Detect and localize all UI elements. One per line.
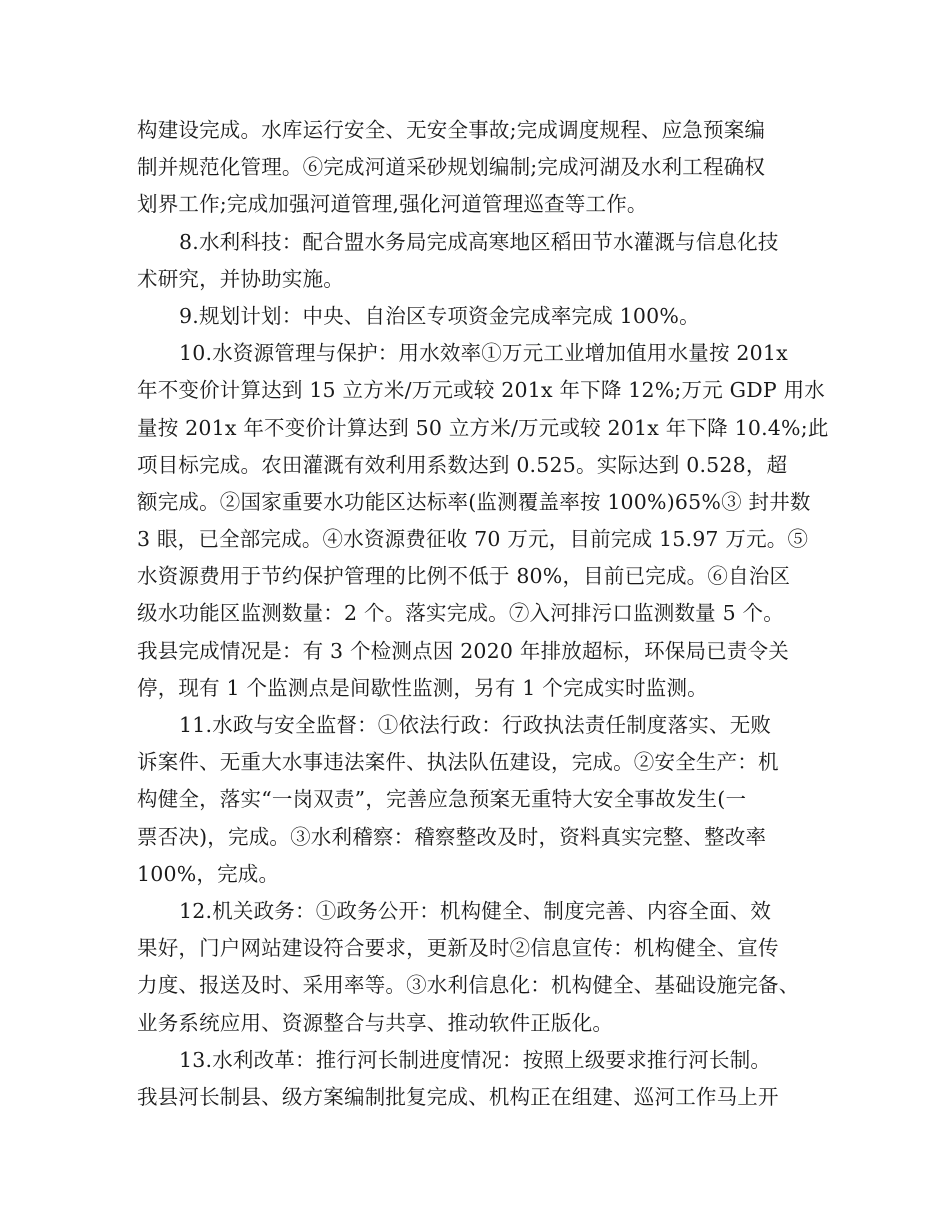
text-line: 业务系统应用、资源整合与共享、推动软件正版化。 [137,1010,614,1035]
text-line: 划界工作;完成加强河道管理,强化河道管理巡查等工作。 [137,192,648,217]
item-8-heading-line: 8.水利科技：配合盟水务局完成高寒地区稻田节水灌溉与信息化技 [179,229,779,254]
text-line: 诉案件、无重大水事违法案件、执法队伍建设，完成。②安全生产：机 [137,750,779,775]
text-line: 额完成。②国家重要水功能区达标率(监测覆盖率按 100%)65%③ 封井数 [137,489,811,514]
text-line: 术研究，并协助实施。 [137,266,344,291]
item-12-heading-line: 12.机关政务：①政务公开：机构健全、制度完善、内容全面、效 [179,898,772,923]
item-13-heading-line: 13.水利改革：推行河长制进度情况：按照上级要求推行河长制。 [179,1047,772,1072]
text-line: 力度、报送及时、采用率等。③水利信息化：机构健全、基础设施完备、 [137,973,800,998]
item-11-heading-line: 11.水政与安全监督：①依法行政：行政执法责任制度落实、无败 [179,713,772,737]
text-line: 我县完成情况是：有 3 个检测点因 2020 年排放超标，环保局已责令关 [137,638,789,663]
text-line: 年不变价计算达到 15 立方米/万元或较 201x 年下降 12%;万元 GDP 用水 [137,378,825,403]
text-line: 构健全，落实“一岗双责”，完善应急预案无重特大安全事故发生(一 [137,787,747,812]
text-line: 水资源费用于节约保护管理的比例不低于 80%，目前已完成。⑥自治区 [137,564,791,589]
text-line: 100%，完成。 [137,861,280,886]
item-10-heading-line: 10.水资源管理与保护：用水效率①万元工业增加值用水量按 201x [179,341,788,366]
text-line: 量按 201x 年不变价计算达到 50 立方米/万元或较 201x 年下降 10.4%;此 [137,415,829,440]
item-9-heading-line: 9.规划计划：中央、自治区专项资金完成率完成 100%。 [179,303,700,328]
text-line: 级水功能区监测数量：2 个。落实完成。⑦入河排污口监测数量 5 个。 [137,601,784,626]
text-line: 果好，门户网站建设符合要求，更新及时②信息宣传：机构健全、宣传 [137,936,779,961]
text-line: 构建设完成。水库运行安全、无安全事故;完成调度规程、应急预案编 [137,118,766,142]
text-line: 制并规范化管理。⑥完成河道采砂规划编制;完成河湖及水利工程确权 [137,155,766,180]
document-body [137,112,829,1116]
text-line: 3 眼，已全部完成。④水资源费征收 70 万元，目前完成 15.97 万元。⑤ [137,527,809,552]
text-line: 项目标完成。农田灌溉有效利用系数达到 0.525。实际达到 0.528，超 [137,452,788,477]
text-line: 我县河长制县、级方案编制批复完成、机构正在组建、巡河工作马上开 [137,1084,779,1109]
text-line: 停，现有 1 个监测点是间歇性监测，另有 1 个完成实时监测。 [137,675,708,700]
text-line: 票否决)，完成。③水利稽察：稽察整改及时，资料真实完整、整改率 [137,824,767,849]
